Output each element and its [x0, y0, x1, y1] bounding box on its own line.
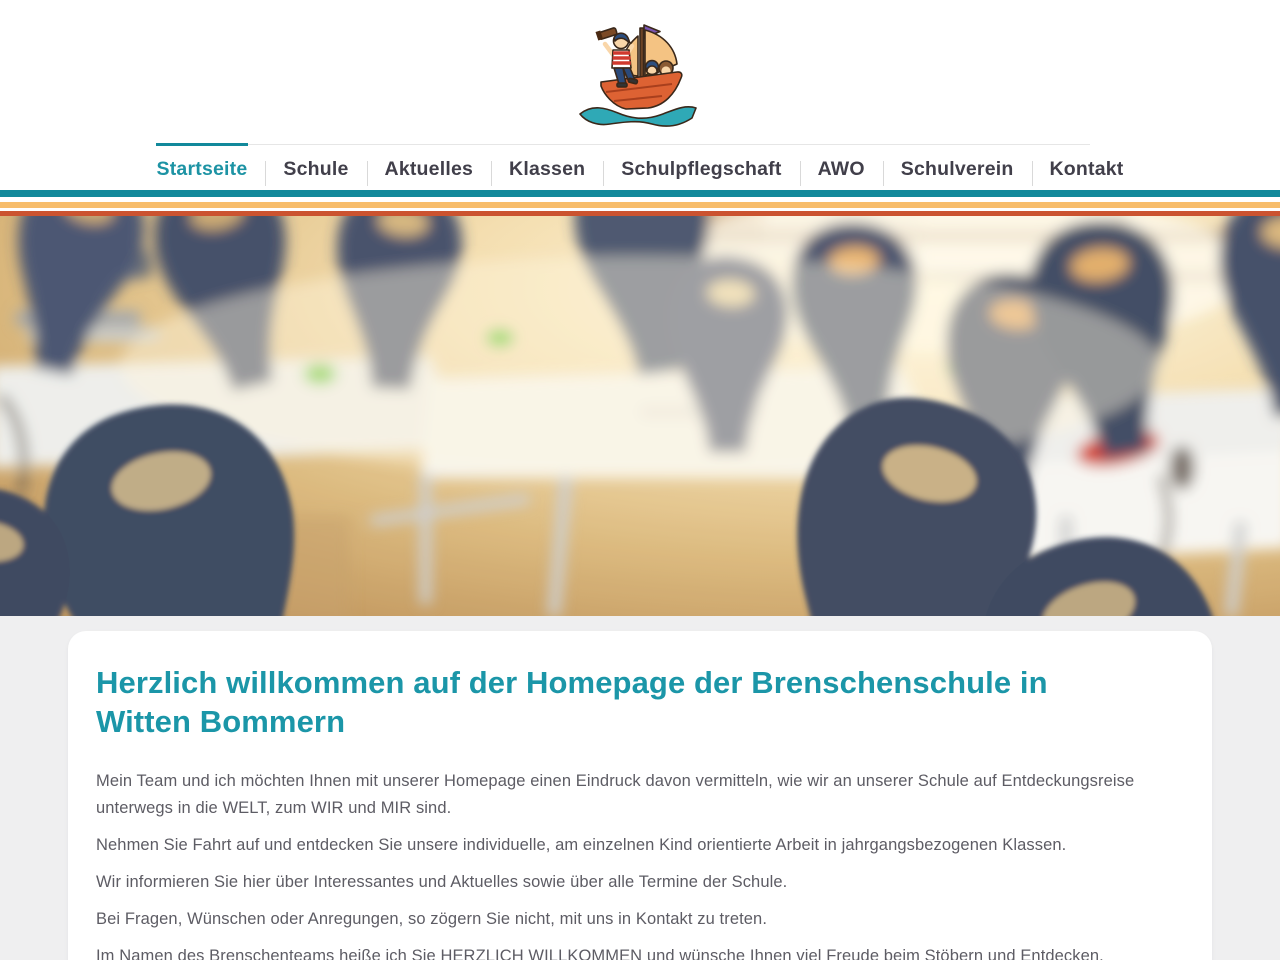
main-content — [0, 616, 1280, 960]
nav-item-aktuelles — [367, 145, 492, 190]
school-logo-boat-icon — [574, 16, 706, 138]
site-header — [0, 0, 1280, 216]
intro-paragraph-2: Nehmen Sie Fahrt auf und entdecken Sie unsere individuelle, am einzelnen Kind orientierte Arbeit in jahrgangsbezogenen Klassen. — [96, 836, 1067, 854]
nav-link-startseite[interactable]: Startseite — [156, 158, 248, 180]
nav-link-aktuelles[interactable]: Aktuelles — [384, 158, 474, 180]
nav-item-kontakt — [1032, 145, 1142, 190]
stripe-orange — [0, 202, 1280, 208]
hero-warm-overlay — [0, 216, 1280, 616]
logo-wave — [580, 107, 696, 126]
hero-classroom-photo — [0, 216, 1280, 616]
nav-item-schule — [265, 145, 366, 190]
nav-item-schulverein — [883, 145, 1032, 190]
nav-item-startseite — [139, 145, 266, 190]
welcome-card — [68, 631, 1212, 960]
hero-classroom-illustration — [0, 216, 1280, 616]
brand-stripes — [0, 190, 1280, 216]
intro-paragraph-3: Wir informieren Sie hier über Interessantes und Aktuelles sowie über alle Termine der Schule. — [96, 873, 788, 891]
nav-item-awo — [800, 145, 883, 190]
nav-link-kontakt[interactable]: Kontakt — [1049, 158, 1124, 180]
nav-list — [156, 144, 1124, 190]
logo-hull — [601, 72, 682, 109]
intro-paragraph-4: Bei Fragen, Wünschen oder Anregungen, so zögern Sie nicht, mit uns in Kontakt zu treten. — [96, 910, 768, 928]
nav-link-klassen[interactable]: Klassen — [509, 158, 586, 180]
nav-link-schulverein[interactable]: Schulverein — [900, 158, 1014, 180]
intro-paragraph-1: Mein Team und ich möchten Ihnen mit unserer Homepage einen Eindruck davon vermitteln, wie wir an unserer Schule auf Entdeckungsreise unterwegs in die WELT, zum WIR und MIR sind. — [96, 772, 1135, 817]
intro-paragraph-5: Im Namen des Brenschenteams heiße ich Sie HERZLICH WILLKOMMEN und wünsche Ihnen viel Freude beim Stöbern und Entdecken. — [96, 947, 1104, 960]
nav-link-schule[interactable]: Schule — [283, 158, 349, 180]
nav-item-klassen — [491, 145, 603, 190]
nav-link-awo[interactable]: AWO — [817, 158, 865, 180]
nav-link-schulpflegschaft[interactable]: Schulpflegschaft — [621, 158, 782, 180]
page-title: Herzlich willkommen auf der Homepage der Brenschenschule in Witten Bommern — [96, 665, 1048, 739]
nav-item-schulpflegschaft — [603, 145, 799, 190]
logo-container — [0, 0, 1280, 144]
stripe-teal — [0, 190, 1280, 197]
main-navigation — [0, 144, 1280, 190]
